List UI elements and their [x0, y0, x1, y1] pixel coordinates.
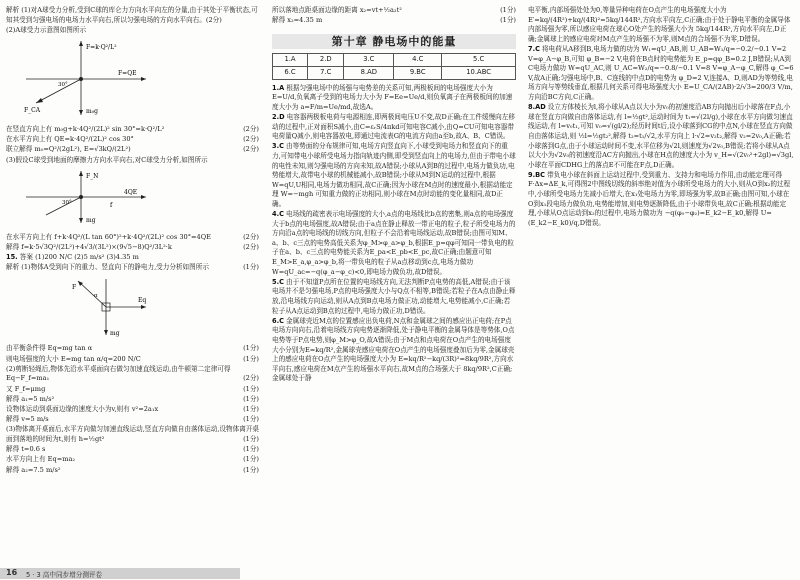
- svg-text:4QE: 4QE: [124, 189, 138, 197]
- ball-c: [79, 195, 83, 199]
- force-diagram-ball-a: [6, 37, 156, 119]
- answer-paragraph: [6, 156, 259, 166]
- svg-text:F=k·Q²/L²: F=k·Q²/L²: [86, 44, 117, 52]
- svg-text:m₀g: m₀g: [86, 108, 98, 116]
- paragraph-text: 将电荷从A移到B,电场力做的功为 W₁=qU_AB,则 U_AB=W₁/q=−0.2/−0.1 V=2 V=φ_A−φ_B,可知 φ_B=−2 V,电荷在B点时的电势能为 E_p=qφ_B=0.2 J,B错误;从A到C电场力做功 W=qU_AC,则 U_AC=W₂/q=−0.8/−0.1 V=8 V=φ_A−φ_C,解得 φ_C=6 V,故A正确;匀强电场中,B、C连线的中点D的电势为 φ_D=2 V,连接A、D,则AD为等势线,电场方向与等势线垂直,根据几何关系可得电场强度大小 E=U_CA/(2AB)·2/√3=200/3 V/m,方向沿BC方向,C正确。: [528, 44, 794, 101]
- answer-paragraph: [272, 113, 516, 142]
- answer-paragraph: [6, 135, 259, 145]
- svg-text:F: F: [72, 283, 77, 291]
- arrow-up: [79, 41, 83, 46]
- force-diagram-ball-c: [6, 167, 156, 227]
- answer-paragraph: [272, 317, 516, 384]
- answer-paragraph: [272, 142, 516, 209]
- question-number: 6.C: [272, 316, 284, 325]
- arrow-down: [79, 218, 83, 223]
- question-number: 1.A: [272, 83, 285, 92]
- score-mark: (1分): [243, 465, 259, 474]
- answer-paragraph: [6, 405, 259, 415]
- ball-a: [79, 77, 83, 81]
- answer-paragraph: [6, 355, 259, 365]
- question-number: 8.AD: [528, 103, 546, 112]
- paragraph-text: 设物体运动到桌面边缘的速度大小为v,则有 v²=2a₁x: [6, 405, 159, 413]
- answer-paragraph: [6, 425, 259, 444]
- page-footer: [0, 564, 800, 580]
- answer-key-table: [272, 53, 516, 79]
- score-mark: (1分): [500, 6, 516, 14]
- paragraph-text: 由等势面的分布规律可知,电场方向竖直向下,小球受到电场力和竖直向下的重力,可知带电小球所受电场力指向轨迹内侧,即受到竖直向上的电场力,但由于带电小球的电性未知,则匀强电场的方向未知,故A错误;小球从A到B的过程中,电场力做负功,电势能增大,故带电小球的机械能减小,故B错误;小球从M到N运动的过程中,根据W=qU,U相同,电场力做功相同,故C正确;因为小球在M点时的速度最小,根据动能定理 W=−mgh 可知重力做的正功相同,则小球在M点时动能的变化量相同,故D正确。: [272, 142, 516, 208]
- fig2-figure: [6, 167, 259, 231]
- answer-paragraph: [6, 243, 259, 253]
- score-mark: (1分): [243, 434, 259, 443]
- paragraph-text: 金属球壳近M点的位置感应出负电荷,N点和金属球之间的感应出正电荷;在P点电场方向向右,沿着电场线方向电势逐渐降低,处于静电平衡的金属导体是等势体,O点电势等于P点电势,则φ_M>φ_O,故A错误;由于M点和点电荷在O点产生的电场强度大小分别为E=kq/R²,金属球壳感应电荷在O点产生的电场强度叠加后为零,金属球壳上的感应电荷在O点产生的电场强度大小为 E=kq/R²−kq/(3R)²=8kq/9R²,方向水平向右,感应电荷在M点产生的场强水平向右,故M点的合场强大于 8kq/9R²,C正确;金属球处于静: [272, 316, 515, 383]
- score-mark: (1分): [243, 455, 259, 464]
- paragraph-text: (2)A球受力示意图如图所示: [6, 25, 87, 34]
- fig3-figure: [6, 275, 259, 343]
- answer-cell: 8.AD: [344, 66, 394, 79]
- answer-row: [273, 66, 516, 79]
- svg-text:mg: mg: [110, 329, 120, 337]
- arrow-right: [141, 77, 146, 81]
- arrow-right: [141, 195, 146, 199]
- answer-paragraph: [6, 6, 259, 25]
- force-diagram-object-a: [6, 275, 156, 339]
- score-mark: (2分): [243, 242, 259, 251]
- paragraph-text: 解析 (1)对A球受力分析,受到C球的库仑力方向水平向左的分量,由于其处于平衡状态,可知其受到匀强电场的电场力水平向右,所以匀强电场的方向水平向右。(2分): [6, 6, 258, 24]
- answer-row: [273, 54, 516, 67]
- answer-paragraph: [272, 278, 516, 316]
- score-mark: (1分): [500, 16, 516, 25]
- paragraph-text: 电场线的疏密表示电场强度的大小,a点的电场线比b点的密集,则a点的电场强度大于b点的电场强度,故A错误;由于a点在静止释放一带正电的粒子,粒子所受电场力的方向沿a点的电场线的切线方向,但粒子不会沿着电场线运动,故B错误;由图可知M、a、b、c三点的电势高低关系为φ_M>φ_a>φ_b,根据E_p=qφ可知同一带负电的粒子在a、b、c三点的电势能关系为E_pa<E_pb<E_pc,故C正确;由题意可知E_M>E_a,φ_a>φ_b,将一带负电的粒子从a点移动到c点,电场力做功W=qU_ac=−q(φ_a−φ_c)<0,即电场力做负功,故D错误。: [272, 210, 516, 276]
- answer-paragraph: [272, 84, 516, 113]
- svg-text:mg: mg: [86, 217, 96, 225]
- score-mark: (2分): [243, 145, 259, 154]
- svg-text:Eq: Eq: [138, 296, 147, 304]
- chapter-title: 第十章 静电场中的能量: [272, 34, 516, 50]
- paragraph-text: 设立方体棱长为l,将小球从A点以大小为v₀的初速度沿AB方向抛出后小球落在F点,小球在竖直方向做自由落体运动,有 l=½gt²,运动时间为 t₁=√(2l/g),小球在水平方向做匀速直线运动,有 l=v₀t₁,可知 v₀=√(gl/2);经历时间t后,设小球落到CG的中点N,小球在竖直方向做自由落体运动,则 ½l=½gt₂²,解得 t₂=t₁/√2,水平方向上 l·√2=v₂t₂,解得 v₂=2v₀,A正确;若小球落到G点,由于小球运动时间不变,水平位移为√2l,则速度为√2v₀,B错误;若将小球从A点以大小为√2v₀的初速度沿AC方向抛出,小球在H点的速度大小为 v_H=√(2v₀²+2gl)=√3gl,小球在平面CDHG上的落点E不可能在F点,D正确。: [528, 103, 794, 169]
- paragraph-text: 由平衡条件得 Eq=mg tan α: [6, 344, 93, 353]
- paragraph-text: 水平方向上有 Eq=ma₂: [6, 455, 76, 464]
- answer-paragraph: [6, 455, 259, 465]
- page-number: 16: [6, 568, 18, 577]
- question-number: 7.C: [528, 44, 540, 53]
- paragraph-text: 解得 v=5 m/s: [6, 415, 49, 424]
- answer-cell: 9.BC: [394, 66, 442, 79]
- answer-paragraph: [6, 385, 259, 395]
- answer-paragraph: [528, 103, 794, 170]
- answer-paragraph: [528, 45, 794, 103]
- paragraph-text: (3)假设C球受到地面的摩擦力方向水平向右,对C球受力分析,如图所示: [6, 155, 208, 164]
- answer-cell: 7.C: [308, 66, 344, 79]
- score-mark: (2分): [243, 135, 259, 144]
- paragraph-text: 则电场强度的大小 E=mg tan α/q=200 N/C: [6, 354, 141, 363]
- paragraph-text: 解得 f=k·5√3Q²/(2L²)+4√3/(3L²)×(9√5−8)Q²/3L²·k: [6, 242, 172, 251]
- paragraph-text: 解析 (1)物体A受到向下的重力、竖直向下的静电力,受力分析如图所示: [6, 263, 209, 272]
- svg-text:F_CA: F_CA: [24, 107, 41, 115]
- answer-paragraph: [6, 395, 259, 405]
- arrow-down: [79, 110, 83, 115]
- score-mark: (1分): [243, 344, 259, 353]
- answer-paragraph: [6, 145, 259, 155]
- answer-cell: 10.ABC: [442, 66, 516, 79]
- book-title: 5 · 3 高中同步增分测评卷: [26, 571, 103, 579]
- svg-text:f: f: [110, 202, 113, 210]
- score-mark: (1分): [243, 405, 259, 413]
- answer-paragraph: [528, 6, 794, 44]
- paragraph-text: 在水平方向上有 QE=k·4Q²/(2L)² cos 30°: [6, 135, 134, 144]
- answer-paragraph: [6, 344, 259, 354]
- answer-cell: 3.C: [344, 54, 394, 67]
- answer-paragraph: [6, 466, 259, 476]
- answer-paragraph: [272, 6, 516, 16]
- score-mark: (1分): [243, 415, 259, 424]
- answer-paragraph: [272, 16, 516, 26]
- answer-paragraph: [6, 26, 259, 36]
- arrow-ac: [36, 98, 43, 103]
- arrow-up: [79, 171, 83, 176]
- paragraph-text: (3)物体离开桌面后,水平方向做匀加速直线运动,竖直方向做自由落体运动,设物体离开桌面到落地的时间为t,则有 h=½gt²: [6, 425, 260, 443]
- paragraph-text: 又 F_f=μmg: [6, 384, 46, 393]
- answer-paragraph: [6, 233, 259, 243]
- paragraph-text: (2)剪断轻绳后,物体先沿水平桌面向右做匀加速直线运动,由牛顿第二定律可得 Eq−F_f=ma₁: [6, 364, 231, 383]
- column-middle: [272, 6, 516, 385]
- answer-paragraph: [6, 263, 259, 273]
- answer-cell: 6.C: [273, 66, 308, 79]
- svg-text:F=QE: F=QE: [118, 70, 137, 78]
- answer-cell: 2.D: [308, 54, 344, 67]
- answer-paragraph: [6, 253, 259, 263]
- answer-paragraph: [528, 171, 794, 229]
- paragraph-text: 根据匀强电场中的场强与电势差的关系可知,两极板间的电场强度大小为 E=U/d,负氧离子受到的电场力大小为 F=Ee=Ue/d,则负氧离子在两极板间的加速度大小为 a=F/m=Ue/md,故选A。: [272, 83, 513, 111]
- paragraph-text: 所以落地点距桌面边缘的距离 x₂=vt+½a₂t²: [272, 6, 402, 14]
- column-right: [528, 6, 794, 229]
- score-mark: (1分): [243, 384, 259, 393]
- score-mark: (1分): [243, 394, 259, 403]
- paragraph-text: 在竖直方向上有 m₀g+k·4Q²/(2L)² sin 30°=k·Q²/L²: [6, 124, 165, 133]
- svg-text:30°: 30°: [62, 200, 72, 207]
- svg-text:F_N: F_N: [86, 173, 99, 181]
- answer-paragraph: [6, 445, 259, 455]
- score-mark: (1分): [243, 445, 259, 454]
- column-left: [6, 6, 259, 476]
- answer-paragraph: [6, 365, 259, 384]
- question-number: 5.C: [272, 277, 284, 286]
- answer-paragraph: [6, 415, 259, 425]
- paragraph-text: 解得 a₁=5 m/s²: [6, 394, 55, 403]
- question-number: 3.C: [272, 142, 284, 151]
- paragraph-text: 解得 x₂=4.35 m: [272, 16, 323, 25]
- score-mark: (1分): [243, 354, 259, 363]
- score-mark: (1分): [243, 263, 259, 272]
- svg-text:α: α: [94, 292, 98, 299]
- paragraph-text: 在水平方向上有 f+k·4Q²/(L tan 60°)²+k·4Q²/(2L)² cos 30°=4QE: [6, 232, 211, 241]
- question-number: 15.: [6, 253, 18, 262]
- paragraph-text: 联立解得 m₀=Q²/(2gL²), E=√3kQ/(2L²): [6, 145, 131, 154]
- paragraph-text: 解得 t=0.6 s: [6, 445, 46, 454]
- paragraph-text: 解得 a₂=7.5 m/s²: [6, 465, 61, 474]
- paragraph-text: 电平衡,内部场强处处为0,等量异种电荷在O点产生的电场强度大小为 E′=kq/(4R²)+kq/(4R)²=5kq/144R²,方向水平向左,C正确;由于处于静电平衡的金属导体内部场强为零,所以感应电荷在球心O处产生的场强大小为 5kq/144R²,方向水平向左,D正确;金属球上的感应电荷对M点产生的场强不为零,则M点的合场强不为零,D错误。: [528, 6, 791, 43]
- answer-paragraph: [272, 210, 516, 277]
- fig1-figure: [6, 37, 259, 123]
- paragraph-text: 答案 (1)200 N/C (2)5 m/s² (3)4.35 m: [19, 253, 139, 262]
- question-number: 2.D: [272, 112, 285, 121]
- svg-text:30°: 30°: [58, 82, 68, 89]
- answer-cell: 5.C: [442, 54, 516, 67]
- answer-cell: 1.A: [273, 54, 308, 67]
- arrow-mg: [104, 330, 108, 335]
- question-number: 4.C: [272, 210, 284, 219]
- answer-cell: 4.C: [394, 54, 442, 67]
- answer-paragraph: [6, 125, 259, 135]
- score-mark: (2分): [243, 124, 259, 133]
- paragraph-text: 电容器两极板电荷与电源相连,即两极间电压U不变,故D正确;在工件缓慢向左移动的过程中,正对面积S减小,由C=εᵣS/4πkd可知电容C减小,由Q=CU可知电容器带电荷量Q减小,则电容器放电,即通过电流表G的电流方向由a至b,故A、B、C错误。: [272, 112, 515, 141]
- question-number: 9.BC: [528, 170, 545, 179]
- paragraph-text: 由于不知道P点所在位置的电场线方向,无法判断P点电势的高低,A错误;由于该电场并不是匀强电场,P点的电场强度大小与Q点不相等,B错误;若粒子在A点由静止释放,沿电场线方向运动,则从A点到B点电场力做正功,动能增大,电势能减小,C正确;若粒子从A点运动到B点的过程中,电场力做正功,D错误。: [272, 277, 516, 315]
- score-mark: (2分): [243, 374, 259, 383]
- score-mark: (2分): [243, 232, 259, 241]
- paragraph-text: 带负电小球在斜面上运动过程中,受到重力、支持力和电场力作用,由动能定理可得 F·Δx=ΔE_k,可得图2中图线切线的斜率绝对值为小球所受电场力的大小,则从O到x₂的过程中,小球所受电场力先减小后增大,在x₁处电场力为零,即场强为零,故B正确;由图可知,小球在O到x₁段电场力做负功,电势能增加,则电势逐渐降低,由于小球带负电,故C正确;根据动能定理,小球从O点运动到x₂的过程中,电场力做功为 −q(φ₀−φ₂)=E_k2−E_k0,解得 U=(E_k2−E_k0)/q,D错误。: [528, 170, 791, 227]
- arrow-eq: [141, 305, 146, 309]
